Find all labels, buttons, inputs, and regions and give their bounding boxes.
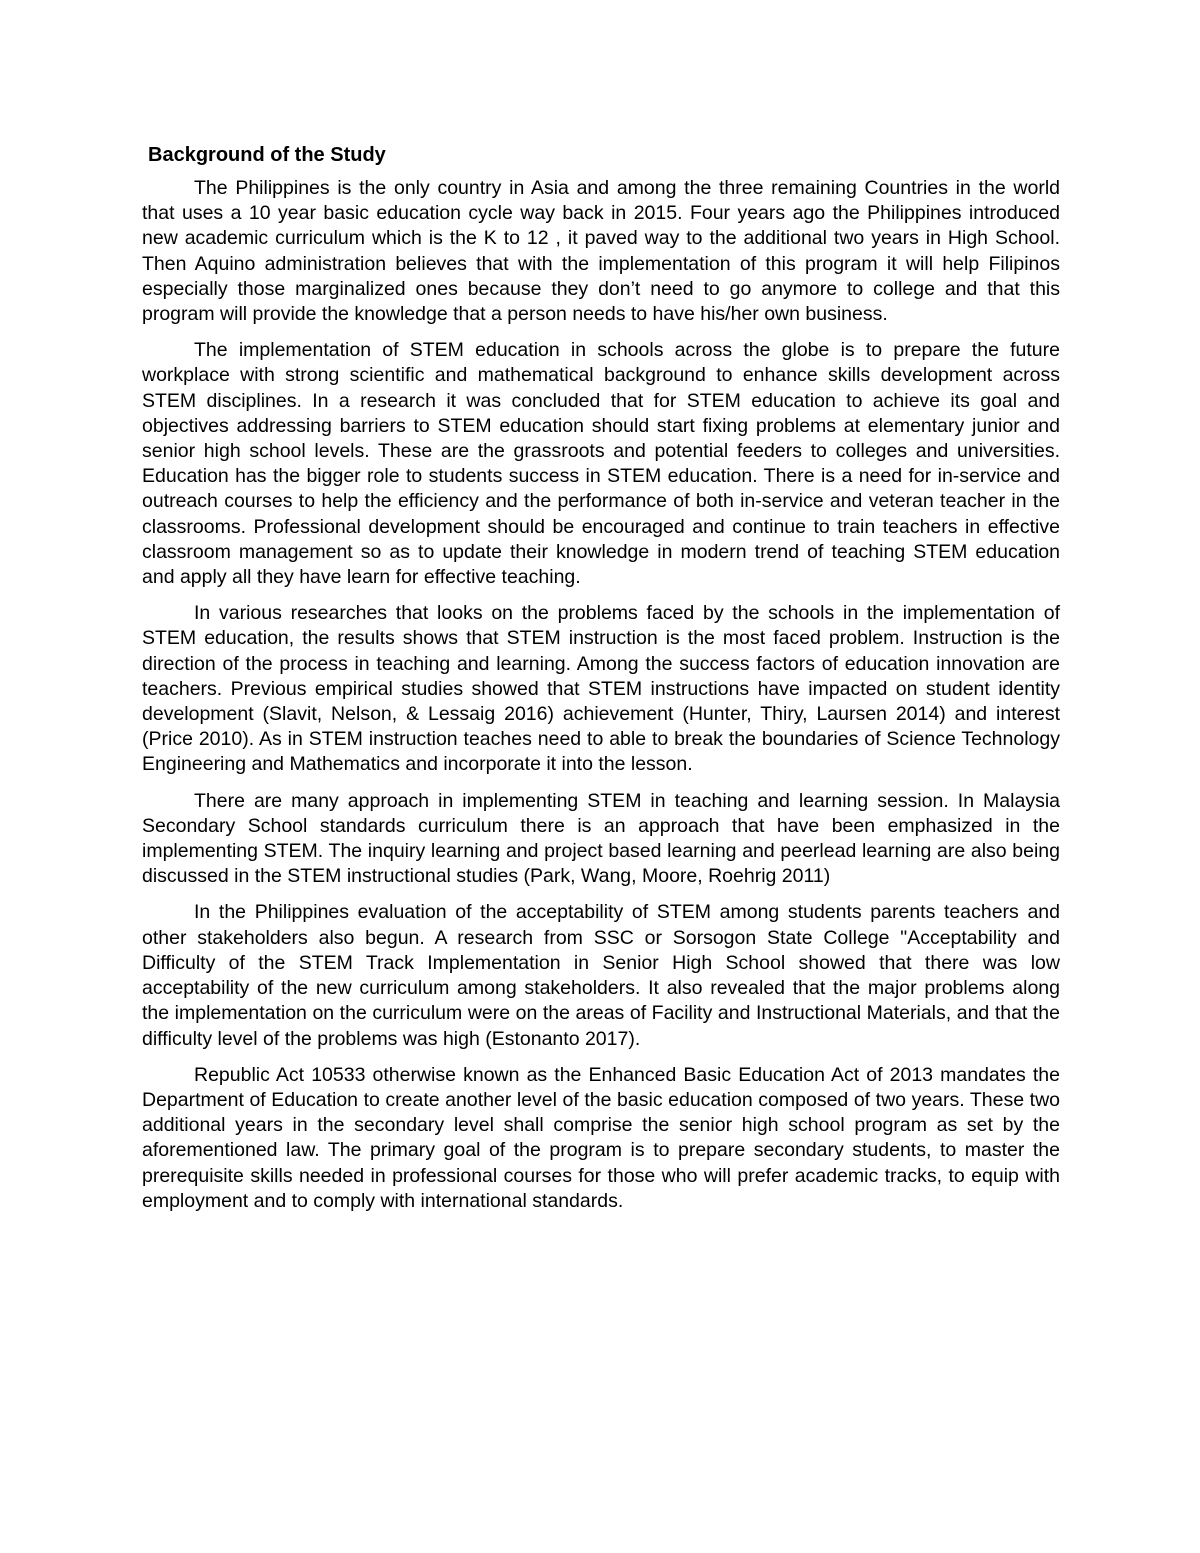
paragraph-5: In the Philippines evaluation of the acceptability of STEM among students parents teachers and other stakeholders also begun. A research from SSC or Sorsogon State College "Acceptability and Difficulty of the STEM Track Implementation in Senior High School showed that there was low acceptability of the new curriculum among stakeholders. It also revealed that the major problems along the implementation on the curriculum were on the areas of Facility and Instructional Materials, and that the difficulty level of the problems was high (Estonanto 2017). bbox=[142, 901, 1060, 1050]
section-heading: Background of the Study bbox=[148, 144, 386, 166]
paragraph-3: In various researches that looks on the problems faced by the schools in the implementation of STEM education, the results shows that STEM instruction is the most faced problem. Instruction is the direction of the process in teaching and learning. Among the success factors of education innovation are teachers. Previous empirical studies showed that STEM instructions have impacted on student identity development (Slavit, Nelson, & Lessaig 2016) achievement (Hunter, Thiry, Laursen 2014) and interest (Price 2010). As in STEM instruction teaches need to able to break the boundaries of Science Technology Engineering and Mathematics and incorporate it into the lesson. bbox=[142, 602, 1060, 776]
paragraph-2: The implementation of STEM education in schools across the globe is to prepare the future workplace with strong scientific and mathematical background to enhance skills development across STEM disciplines. In a research it was concluded that for STEM education to achieve its goal and objectives addressing barriers to STEM education should start fixing problems at elementary junior and senior high school levels. These are the grassroots and potential feeders to colleges and universities. Education has the bigger role to students success in STEM education. There is a need for in-service and outreach courses to help the efficiency and the performance of both in-service and veteran teacher in the classrooms. Professional development should be encouraged and continue to train teachers in effective classroom management so as to update their knowledge in modern trend of teaching STEM education and apply all they have learn for effective teaching. bbox=[142, 339, 1060, 589]
paragraph-6: Republic Act 10533 otherwise known as the Enhanced Basic Education Act of 2013 mandates the Department of Education to create another level of the basic education composed of two years. These two additional years in the secondary level shall comprise the senior high school program as set by the aforementioned law. The primary goal of the program is to prepare secondary students, to master the prerequisite skills needed in professional courses for those who will prefer academic tracks, to equip with employment and to comply with international standards. bbox=[142, 1063, 1060, 1212]
paragraph-4: There are many approach in implementing STEM in teaching and learning session. In Malaysia Secondary School standards curriculum there is an approach that have been emphasized in the implementing STEM. The inquiry learning and project based learning and peerlead learning are also being discussed in the STEM instructional studies (Park, Wang, Moore, Roehrig 2011) bbox=[142, 789, 1060, 888]
paragraph-1: The Philippines is the only country in Asia and among the three remaining Countries in the world that uses a 10 year basic education cycle way back in 2015. Four years ago the Philippines introduced new academic curriculum which is the K to 12 , it paved way to the additional two years in High School. Then Aquino administration believes that with the implementation of this program it will help Filipinos especially those marginalized ones because they don’t need to go anymore to college and that this program will provide the knowledge that a person needs to have his/her own business. bbox=[142, 177, 1060, 326]
document-body bbox=[142, 142, 1060, 1225]
